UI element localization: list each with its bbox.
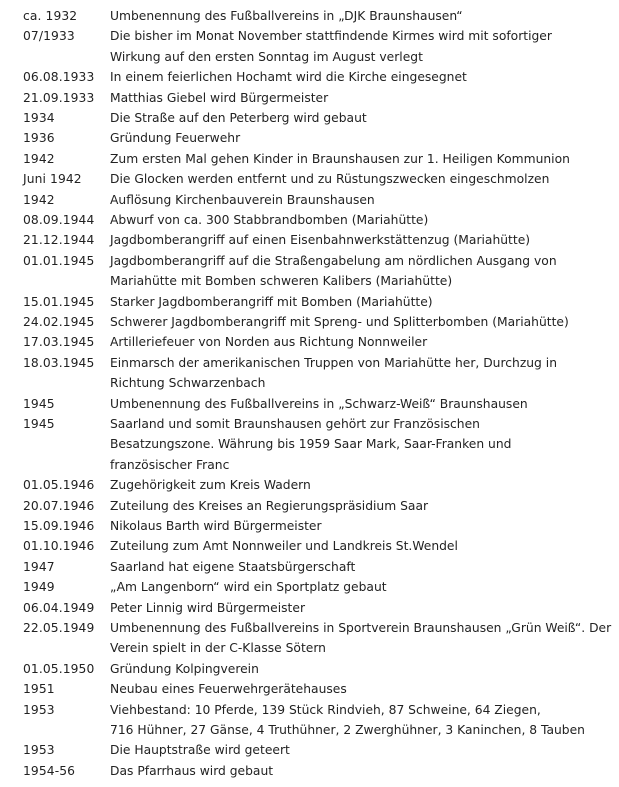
- entry-event-line: Viehbestand: 10 Pferde, 139 Stück Rindvieh, 87 Schweine, 64 Ziegen,: [110, 702, 541, 717]
- entry-event: [110, 761, 610, 781]
- entry-date: ca. 1932: [23, 9, 78, 23]
- entry-date: 20.07.1946: [23, 498, 95, 513]
- chronicle-entry: [0, 26, 619, 67]
- entry-event: [110, 618, 610, 659]
- entry-date: Juni 1942: [23, 172, 82, 187]
- entry-event: [110, 353, 610, 394]
- chronicle-entry: [0, 577, 619, 597]
- entry-date: 01.10.1946: [23, 539, 95, 554]
- entry-date: 1951: [23, 682, 55, 697]
- entry-event-line: Mariahütte mit Bomben schweren Kalibers (Mariahütte): [110, 274, 453, 289]
- chronicle-entry: [0, 618, 619, 659]
- entry-event-line: Die Glocken werden entfernt und zu Rüstungszwecken eingeschmolzen: [110, 172, 550, 187]
- entry-event: [110, 414, 610, 475]
- entry-date: 1942: [23, 151, 55, 166]
- entry-event-line: 716 Hühner, 27 Gänse, 4 Truthühner, 2 Zwerghühner, 3 Kaninchen, 8 Tauben: [110, 723, 585, 738]
- entry-date: 06.04.1949: [23, 600, 95, 615]
- entry-event-line: Abwurf von ca. 300 Stabbrandbomben (Mariahütte): [110, 213, 429, 228]
- chronicle-entry: [0, 108, 619, 128]
- chronicle-entry: [0, 210, 619, 230]
- chronicle-entry: [0, 496, 619, 516]
- entry-event: [110, 210, 610, 230]
- entry-date: 17.03.1945: [23, 335, 95, 350]
- entry-event: [110, 230, 610, 250]
- chronicle-entry: [0, 292, 619, 312]
- entry-event: [110, 475, 610, 495]
- chronicle-entry: [0, 598, 619, 618]
- entry-date: 07/1933: [23, 29, 75, 44]
- entry-event: [110, 169, 610, 189]
- chronicle-entry: [0, 190, 619, 210]
- entry-event-line: Matthias Giebel wird Bürgermeister: [110, 90, 329, 105]
- entry-event-line: Nikolaus Barth wird Bürgermeister: [110, 519, 322, 534]
- chronicle-entry: [0, 251, 619, 292]
- entry-event: [110, 598, 610, 618]
- entry-event-line: Jagdbomberangriff auf einen Eisenbahnwerkstättenzug (Mariahütte): [110, 233, 531, 248]
- entry-event-line: Gründung Feuerwehr: [110, 131, 241, 146]
- entry-event-line: Verein spielt in der C-Klasse Sötern: [110, 641, 326, 656]
- entry-event: [110, 312, 610, 332]
- entry-event-line: Schwerer Jagdbomberangriff mit Spreng- und Splitterbomben (Mariahütte): [110, 315, 569, 330]
- chronicle-entry: [0, 353, 619, 394]
- chronicle-entry: [0, 700, 619, 741]
- entry-date: 1945: [23, 396, 55, 411]
- entry-event-line: Zugehörigkeit zum Kreis Wadern: [110, 478, 311, 493]
- entry-event-line: „Am Langenborn“ wird ein Sportplatz gebaut: [110, 580, 387, 595]
- entry-date: 06.08.1933: [23, 70, 95, 85]
- entry-event: [110, 700, 610, 741]
- entry-event: [110, 394, 610, 414]
- entry-event: [110, 332, 610, 352]
- entry-event: [110, 679, 610, 699]
- entry-event: [110, 577, 610, 597]
- entry-event-line: Auflösung Kirchenbauverein Braunshausen: [110, 192, 375, 207]
- entry-event-line: Umbenennung des Fußballvereins in „DJK Braunshausen“: [110, 9, 463, 23]
- entry-date: 15.01.1945: [23, 294, 95, 309]
- entry-date: 1942: [23, 192, 55, 207]
- entry-date: 21.09.1933: [23, 90, 95, 105]
- entry-event-line: Zuteilung des Kreises an Regierungspräsidium Saar: [110, 498, 429, 513]
- chronicle-entry: [0, 312, 619, 332]
- entry-event: [110, 108, 610, 128]
- entry-event: [110, 67, 610, 87]
- entry-date: 1947: [23, 559, 55, 574]
- entry-event: [110, 659, 610, 679]
- entry-event: [110, 496, 610, 516]
- entry-event-line: Peter Linnig wird Bürgermeister: [110, 600, 305, 615]
- chronicle-entry: [0, 230, 619, 250]
- entry-event-line: Richtung Schwarzenbach: [110, 376, 266, 391]
- entry-date: 1934: [23, 111, 55, 125]
- chronicle-entry: [0, 659, 619, 679]
- entry-event: [110, 26, 610, 67]
- chronicle-entry: [0, 414, 619, 475]
- entry-date: 24.02.1945: [23, 315, 95, 330]
- entry-event-line: französischer Franc: [110, 457, 230, 472]
- entry-date: 15.09.1946: [23, 519, 95, 534]
- entry-date: 01.05.1950: [23, 661, 95, 676]
- entry-event-line: Artilleriefeuer von Norden aus Richtung Nonnweiler: [110, 335, 428, 350]
- entry-date: 01.01.1945: [23, 253, 95, 268]
- entry-date: 1936: [23, 131, 55, 146]
- entry-date: 22.05.1949: [23, 621, 95, 636]
- entry-date: 21.12.1944: [23, 233, 95, 248]
- entry-date: 18.03.1945: [23, 355, 95, 370]
- entry-event: [110, 536, 610, 556]
- chronicle-entry: [0, 516, 619, 536]
- entry-event-line: Gründung Kolpingverein: [110, 661, 259, 676]
- entry-event-line: Saarland und somit Braunshausen gehört zur Französischen: [110, 417, 480, 432]
- entry-event: [110, 292, 610, 312]
- chronicle-entry: [0, 740, 619, 760]
- entry-event: [110, 6, 610, 26]
- chronicle-entry: [0, 557, 619, 577]
- entry-date: 1953: [23, 702, 55, 717]
- chronicle-entry: [0, 67, 619, 87]
- chronicle-entry: [0, 475, 619, 495]
- entry-event-line: Jagdbomberangriff auf die Straßengabelung am nördlichen Ausgang von: [110, 253, 557, 268]
- chronicle-entry: [0, 6, 619, 26]
- entry-event: [110, 557, 610, 577]
- entry-event-line: Wirkung auf den ersten Sonntag im August verlegt: [110, 49, 423, 64]
- entry-event-line: Zum ersten Mal gehen Kinder in Braunshausen zur 1. Heiligen Kommunion: [110, 151, 570, 166]
- entry-event: [110, 740, 610, 760]
- entry-date: 1949: [23, 580, 55, 595]
- entry-event-line: Einmarsch der amerikanischen Truppen von Mariahütte her, Durchzug in: [110, 355, 557, 370]
- entry-event: [110, 190, 610, 210]
- entry-event-line: Besatzungszone. Währung bis 1959 Saar Mark, Saar-Franken und: [110, 437, 512, 452]
- chronicle-entry: [0, 88, 619, 108]
- entry-event: [110, 88, 610, 108]
- entry-event-line: Saarland hat eigene Staatsbürgerschaft: [110, 559, 356, 574]
- chronicle-entry: [0, 332, 619, 352]
- entry-date: 01.05.1946: [23, 478, 95, 493]
- entry-date: 1954-56: [23, 763, 76, 778]
- chronicle-entry: [0, 128, 619, 148]
- entry-date: 1953: [23, 743, 55, 758]
- chronicle-entry: [0, 761, 619, 781]
- entry-event-line: Die Hauptstraße wird geteert: [110, 743, 290, 758]
- entry-event-line: Die Straße auf den Peterberg wird gebaut: [110, 111, 367, 125]
- entry-event: [110, 128, 610, 148]
- entry-date: 1945: [23, 417, 55, 432]
- chronicle-entry: [0, 679, 619, 699]
- entry-event-line: Umbenennung des Fußballvereins in „Schwarz-Weiß“ Braunshausen: [110, 396, 528, 411]
- entry-event: [110, 516, 610, 536]
- chronicle-entry: [0, 394, 619, 414]
- entry-date: 08.09.1944: [23, 213, 95, 228]
- entry-event-line: Neubau eines Feuerwehrgerätehauses: [110, 682, 347, 697]
- entry-event-line: Starker Jagdbomberangriff mit Bomben (Mariahütte): [110, 294, 433, 309]
- entry-event-line: Die bisher im Monat November stattfindende Kirmes wird mit sofortiger: [110, 29, 552, 44]
- entry-event-line: In einem feierlichen Hochamt wird die Kirche eingesegnet: [110, 70, 467, 85]
- entry-event: [110, 149, 610, 169]
- chronicle-list: [0, 6, 619, 781]
- chronicle-entry: [0, 149, 619, 169]
- entry-event-line: Umbenennung des Fußballvereins in Sportverein Braunshausen „Grün Weiß“. Der: [110, 621, 612, 636]
- entry-event-line: Das Pfarrhaus wird gebaut: [110, 763, 274, 778]
- entry-event: [110, 251, 610, 292]
- chronicle-entry: [0, 169, 619, 189]
- chronicle-entry: [0, 536, 619, 556]
- entry-event-line: Zuteilung zum Amt Nonnweiler und Landkreis St.Wendel: [110, 539, 458, 554]
